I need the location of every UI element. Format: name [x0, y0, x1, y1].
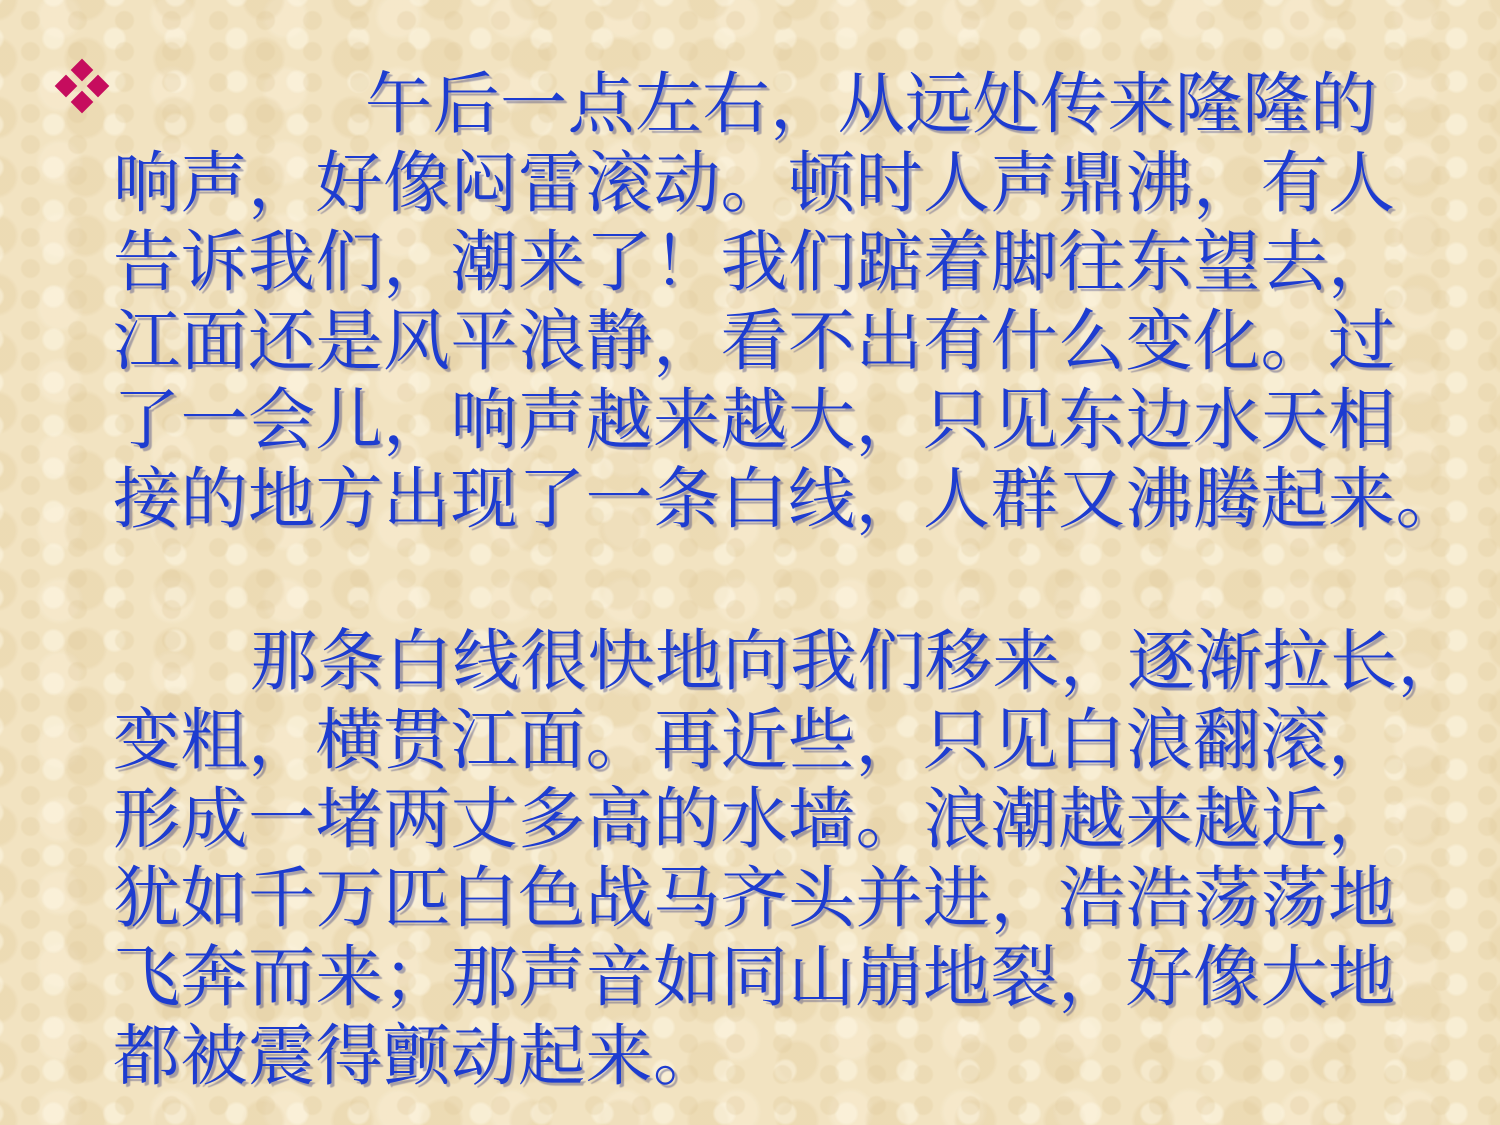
- paragraph-tide-comes: [113, 66, 1473, 540]
- diamond-shape: [71, 59, 94, 82]
- text-line: 犹如千万匹白色战马齐头并进，浩浩荡荡地: [113, 862, 1396, 936]
- text-line: 了一会儿，响声越来越大，只见东边水天相: [113, 384, 1396, 458]
- text-line: 变粗，横贯江面。再近些，只见白浪翻滚，: [113, 704, 1396, 778]
- text-line: 那条白线很快地向我们移来，逐渐拉长，: [250, 625, 1465, 699]
- slide-body-text: [113, 66, 1473, 1097]
- diamond-shape: [87, 75, 110, 98]
- text-line: 飞奔而来；那声音如同山崩地裂，好像大地: [113, 941, 1396, 1015]
- diamond-shape: [71, 91, 94, 114]
- four-diamonds-bullet-icon: [56, 60, 108, 112]
- text-line: 告诉我们，潮来了！我们踮着脚往东望去，: [113, 226, 1396, 300]
- text-line: 江面还是风平浪静，看不出有什么变化。过: [113, 305, 1396, 379]
- text-line: 响声，好像闷雷滚动。顿时人声鼎沸，有人: [113, 147, 1396, 221]
- text-line: 午后一点左右，从远处传来隆隆的: [365, 68, 1378, 142]
- text-line: 接的地方出现了一条白线，人群又沸腾起来。: [113, 463, 1463, 537]
- diamond-shape: [55, 75, 78, 98]
- paragraph-white-line-approaches: [113, 623, 1473, 1097]
- text-line: 都被震得颤动起来。: [113, 1020, 721, 1094]
- text-line: 形成一堵两丈多高的水墙。浪潮越来越近，: [113, 783, 1396, 857]
